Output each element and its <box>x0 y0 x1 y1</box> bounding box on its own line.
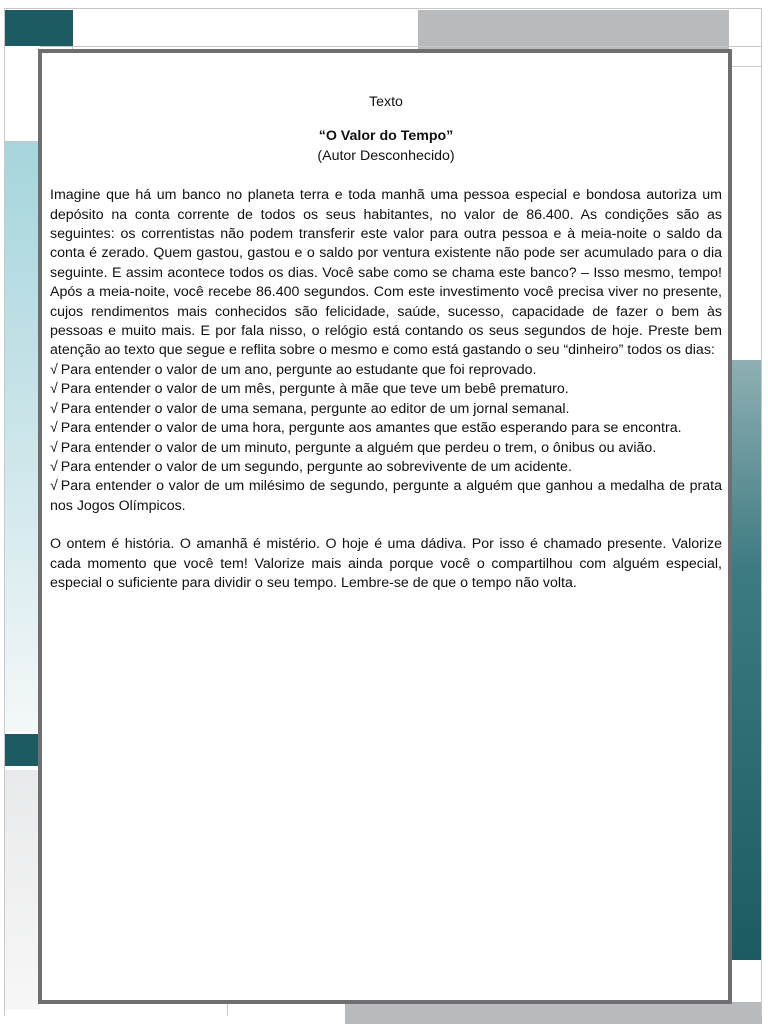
list-item-text: Para entender o valor de um minuto, pergunte a alguém que perdeu o trem, o ônibus ou avião. <box>60 439 657 456</box>
list-item <box>50 419 722 438</box>
document-page <box>38 49 732 1004</box>
list-item-text: Para entender o valor de um ano, pergunte ao estudante que foi reprovado. <box>60 361 537 378</box>
check-list <box>50 361 722 516</box>
gray-bottom-block <box>345 1002 762 1024</box>
top-rule <box>4 8 762 9</box>
right-upper-rule <box>729 66 762 67</box>
list-item-text: Para entender o valor de uma hora, pergunte aos amantes que estão esperando para se encontra. <box>60 420 682 437</box>
left-rule <box>4 8 5 1016</box>
list-item <box>50 458 722 477</box>
check-icon: √ <box>50 400 58 417</box>
list-item-text: Para entender o valor de um mês, pergunte à mãe que teve um bebê prematuro. <box>60 381 569 398</box>
light-teal-left-strip <box>4 142 40 732</box>
teal-left-band <box>4 734 40 766</box>
closing-paragraph: O ontem é história. O amanhã é mistério. O hoje é uma dádiva. Por isso é chamado presente. Valorize cada momento que você tem! Valorize mais ainda porque você o compartilhou com alguém especial, especial o suficiente para dividir o seu tempo. Lembre-se de que o tempo não volta. <box>50 536 722 591</box>
document-title: “O Valor do Tempo” <box>318 128 454 145</box>
check-icon: √ <box>50 439 58 456</box>
check-icon: √ <box>50 420 58 437</box>
list-item-text: Para entender o valor de uma semana, pergunte ao editor de um jornal semanal. <box>60 400 570 417</box>
document-label: Texto <box>369 94 403 110</box>
check-icon: √ <box>50 458 58 475</box>
list-item <box>50 477 722 516</box>
list-item <box>50 439 722 458</box>
teal-right-strip <box>729 360 762 960</box>
list-item <box>50 361 722 380</box>
gray-left-gradient <box>4 770 40 1010</box>
check-icon: √ <box>50 381 58 398</box>
right-rule <box>761 8 762 1016</box>
check-icon: √ <box>50 361 58 378</box>
document-author: (Autor Desconhecido) <box>317 147 455 164</box>
check-icon: √ <box>50 478 58 495</box>
inner-top-rule <box>40 46 762 47</box>
list-item-text: Para entender o valor de um milésimo de segundo, pergunte a alguém que ganhou a medalha de prata nos Jogos Olímpicos. <box>50 478 722 514</box>
teal-corner-block <box>4 10 73 46</box>
intro-paragraph: Imagine que há um banco no planeta terra e toda manhã uma pessoa especial e bondosa autoriza um depósito na conta corrente de todos os seus habitantes, no valor de 86.400. As condições são as seguintes: os correntistas não podem transferir este valor para outra pessoa e à meia-noite o saldo da conta é zerado. Quem gastou, gastou e o saldo por ventura existente não pode ser acumulado para o dia seguinte. E assim acontece todos os dias. Você sabe como se chama este banco? – Isso mesmo, tempo! Após a meia-noite, você recebe 86.400 segundos. Com este investimento você precisa viver no presente, cujos rendimentos mais conhecidos são felicidade, saúde, sucesso, capacidade de fazer o bem às pessoas e muito mais. E por fala nisso, o relógio está contando os seus segundos de hoje. Preste bem atenção ao texto que segue e reflita sobre o mesmo e como está gastando o seu “dinheiro” todos os dias: <box>50 187 722 359</box>
list-item <box>50 400 722 419</box>
list-item <box>50 380 722 399</box>
document-body <box>50 93 722 593</box>
list-item-text: Para entender o valor de um segundo, pergunte ao sobrevivente de um acidente. <box>60 458 572 475</box>
